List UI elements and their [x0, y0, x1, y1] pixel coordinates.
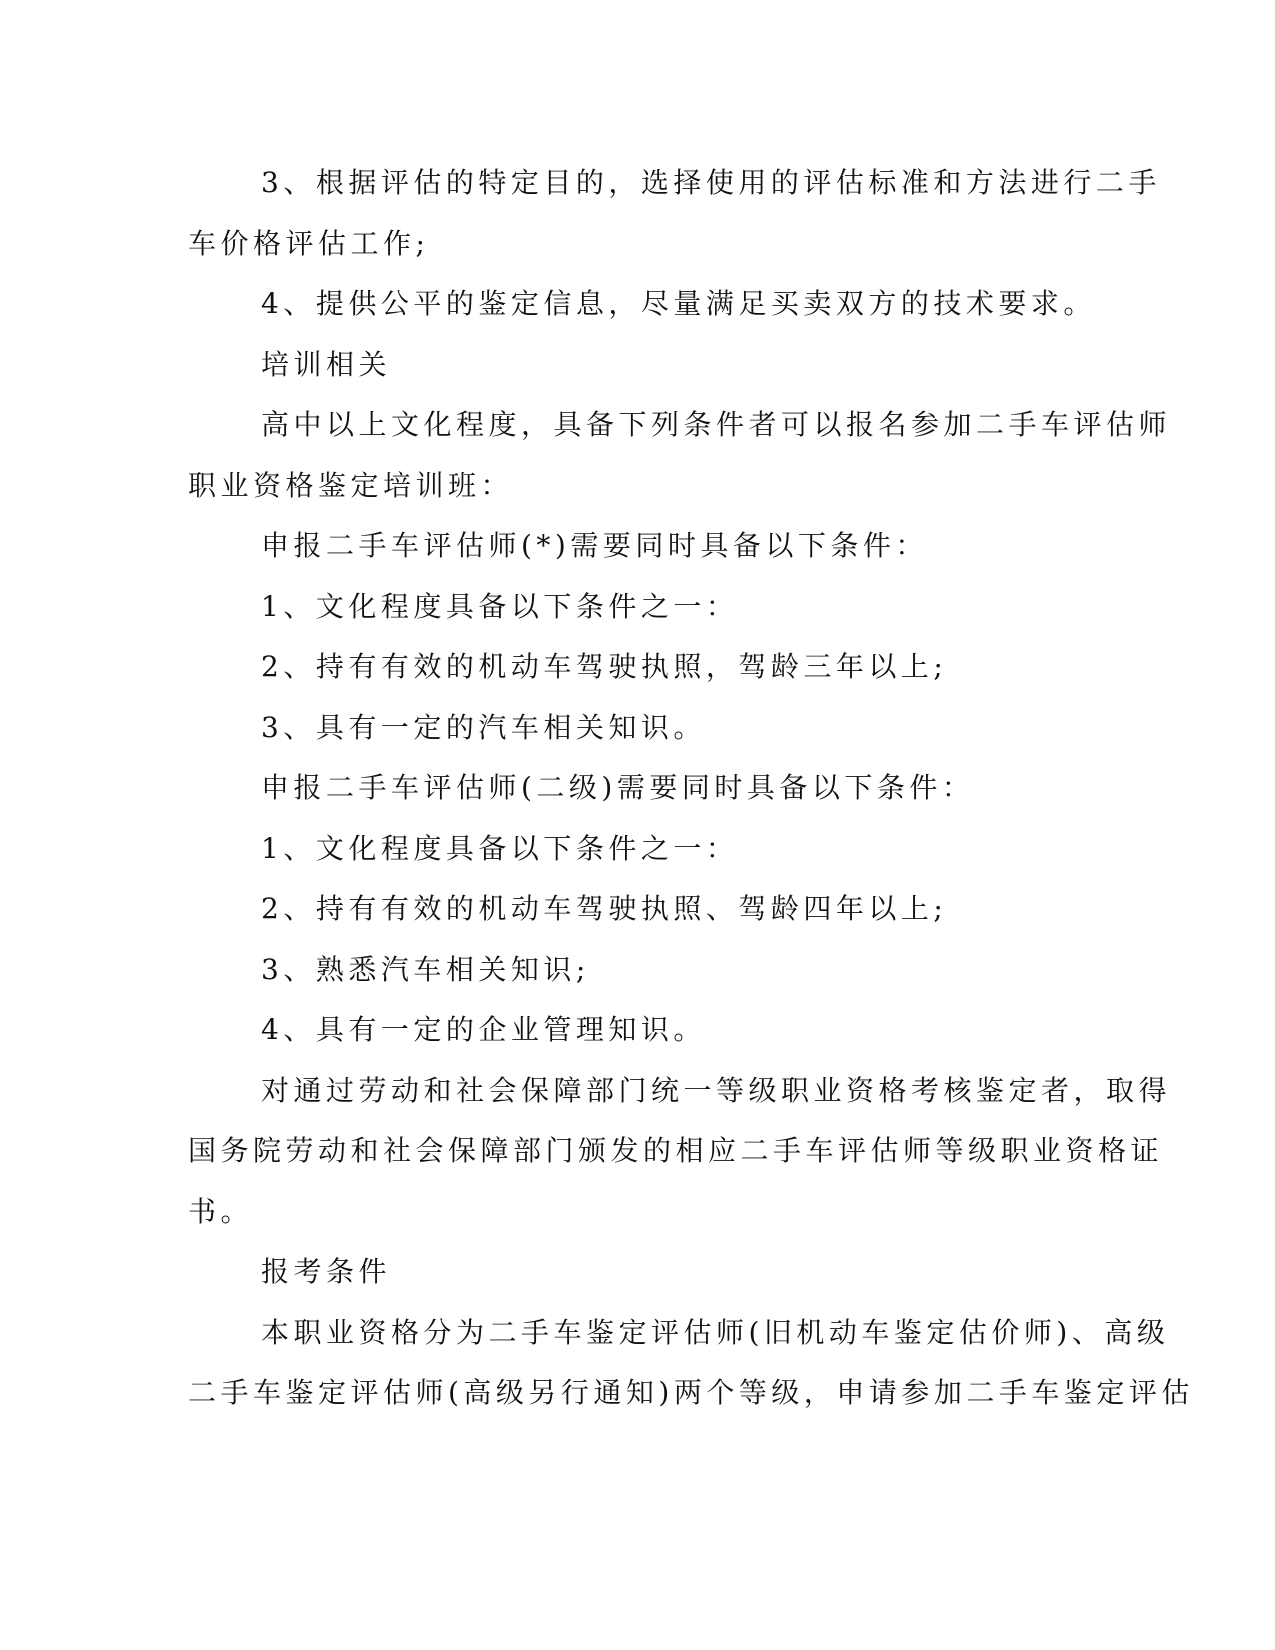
- list-item: 3、熟悉汽车相关知识;: [261, 952, 590, 986]
- list-item: 1、文化程度具备以下条件之一：: [261, 589, 739, 623]
- text-line: 二手车鉴定评估师(高级另行通知)两个等级，申请参加二手车鉴定评估: [188, 1376, 1194, 1409]
- text-line: 职业资格鉴定培训班：: [188, 468, 514, 502]
- list-item: 4、具有一定的企业管理知识。: [261, 1013, 706, 1046]
- section-heading: 培训相关: [261, 347, 392, 381]
- list-item: 1、文化程度具备以下条件之一：: [261, 831, 739, 865]
- list-item: 2、持有有效的机动车驾驶执照，驾龄三年以上;: [261, 650, 948, 683]
- text-line: 申报二手车评估师(*)需要同时具备以下条件：: [261, 529, 928, 562]
- text-line: 本职业资格分为二手车鉴定评估师(旧机动车鉴定估价师)、高级: [261, 1315, 1170, 1349]
- text-line: 4、提供公平的鉴定信息，尽量满足买卖双方的技术要求。: [261, 287, 1096, 320]
- section-heading: 报考条件: [261, 1255, 392, 1288]
- text-line: 书。: [188, 1194, 254, 1228]
- list-item: 3、具有一定的汽车相关知识。: [261, 710, 706, 744]
- text-line: 车价格评估工作;: [188, 226, 430, 260]
- list-item: 2、持有有效的机动车驾驶执照、驾龄四年以上;: [261, 892, 948, 925]
- text-line: 高中以上文化程度，具备下列条件者可以报名参加二手车评估师: [261, 408, 1172, 441]
- text-line: 3、根据评估的特定目的，选择使用的评估标准和方法进行二手: [261, 166, 1161, 199]
- text-line: 国务院劳动和社会保障部门颁发的相应二手车评估师等级职业资格证: [188, 1134, 1164, 1167]
- text-line: 对通过劳动和社会保障部门统一等级职业资格考核鉴定者，取得: [261, 1073, 1172, 1107]
- text-line: 申报二手车评估师(二级)需要同时具备以下条件：: [261, 771, 975, 804]
- document-body: [188, 153, 1194, 1424]
